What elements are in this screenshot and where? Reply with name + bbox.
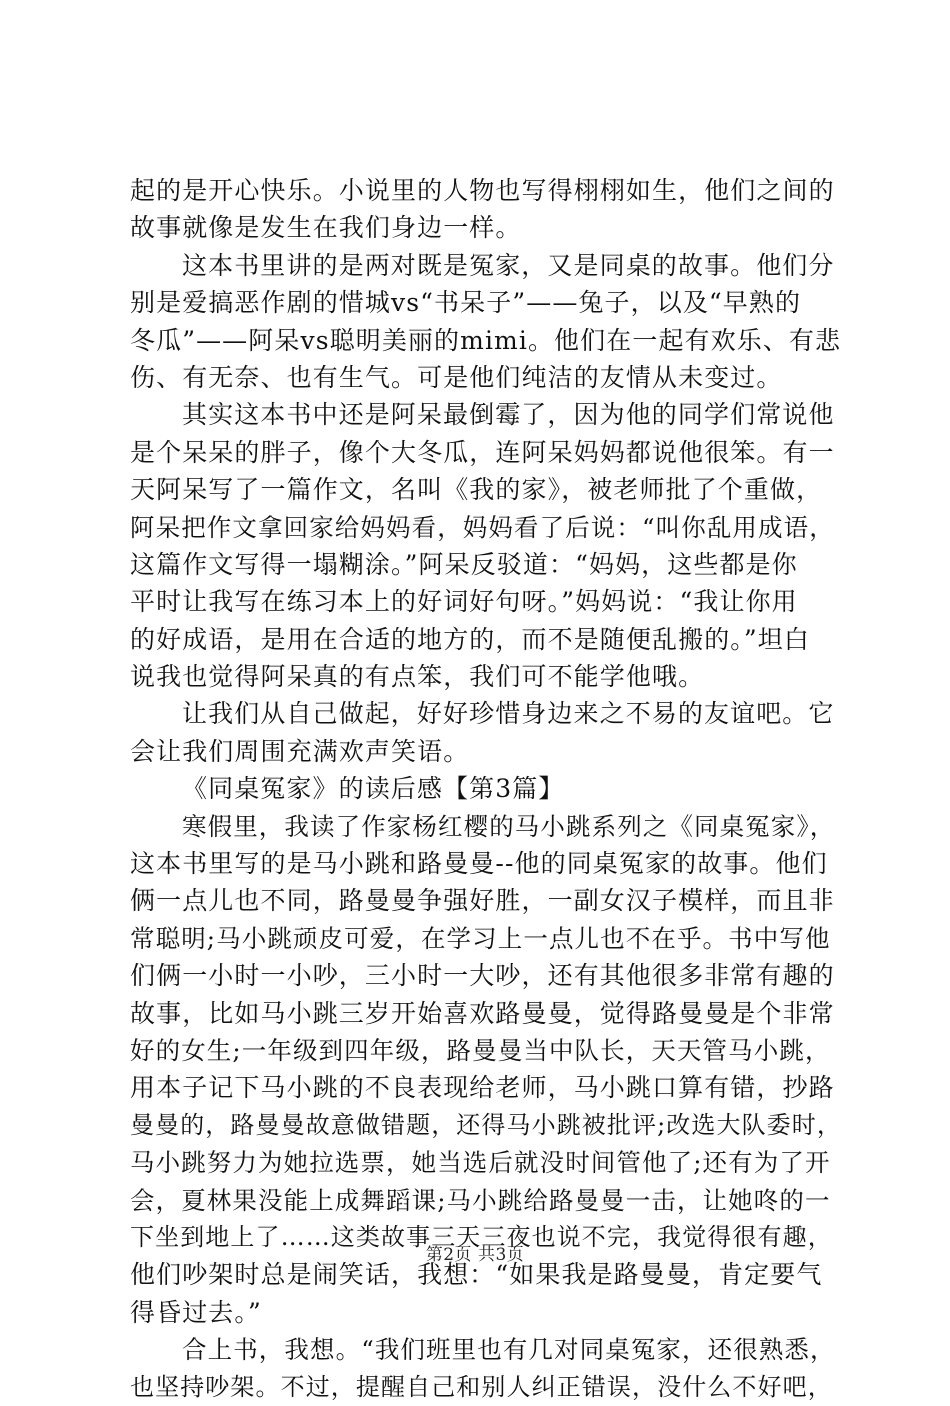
text-line: 故事，比如马小跳三岁开始喜欢路曼曼，觉得路曼曼是个非常 — [130, 998, 835, 1028]
text-line: 俩一点儿也不同，路曼曼争强好胜，一副女汉子模样，而且非 — [130, 886, 835, 916]
text-line: 伤、有无奈、也有生气。可是他们纯洁的友情从未变过。 — [130, 362, 783, 392]
text-line: 们俩一小时一小吵，三小时一大吵，还有其他很多非常有趣的 — [130, 961, 835, 991]
text-line: 好的女生;一年级到四年级，路曼曼当中队长，天天管马小跳， — [130, 1035, 831, 1065]
text-line: 说我也觉得阿呆真的有点笨，我们可不能学他哦。 — [130, 662, 705, 692]
text-line: 他们吵架时总是闹笑话，我想：“如果我是路曼曼，肯定要气 — [130, 1260, 823, 1290]
text-line: 合上书，我想。“我们班里也有几对同桌冤家，还很熟悉， — [182, 1335, 836, 1365]
text-line: 是个呆呆的胖子，像个大冬瓜，连阿呆妈妈都说他很笨。有一 — [130, 437, 835, 467]
text-line: 会让我们周围充满欢声笑语。 — [130, 736, 470, 766]
text-line: 的好成语，是用在合适的地方的，而不是随便乱搬的。”坦白 — [130, 624, 810, 654]
text-line: 阿呆把作文拿回家给妈妈看，妈妈看了后说：“叫你乱用成语， — [130, 512, 835, 542]
text-line: 这本书里写的是马小跳和路曼曼--他的同桌冤家的故事。他们 — [130, 849, 828, 879]
text-line: 别是爱搞恶作剧的惜城vs“书呆子”——兔子，以及“早熟的 — [130, 288, 802, 318]
text-line: 起的是开心快乐。小说里的人物也写得栩栩如生，他们之间的 — [130, 176, 835, 205]
text-line: 冬瓜”——阿呆vs聪明美丽的mimi。他们在一起有欢乐、有悲 — [130, 325, 842, 355]
text-line: 天阿呆写了一篇作文，名叫《我的家》，被老师批了个重做， — [130, 475, 823, 505]
body-text — [130, 172, 842, 1406]
text-line: 让我们从自己做起，好好珍惜身边来之不易的友谊吧。它 — [182, 699, 835, 729]
text-line: 会，夏林果没能上成舞蹈课;马小跳给路曼曼一击，让她咚的一 — [130, 1185, 831, 1215]
text-line: 曼曼的，路曼曼故意做错题，还得马小跳被批评;改选大队委时， — [130, 1110, 842, 1139]
text-line: 这本书里讲的是两对既是冤家，又是同桌的故事。他们分 — [182, 250, 835, 280]
text-line: 平时让我写在练习本上的好词好句呀。”妈妈说：“我让你用 — [130, 587, 798, 617]
text-line: 这篇作文写得一塌糊涂。”阿呆反驳道：“妈妈，这些都是你 — [130, 549, 798, 579]
text-line: 用本子记下马小跳的不良表现给老师，马小跳口算有错，抄路 — [130, 1073, 835, 1103]
text-line: 也坚持吵架。不过，提醒自己和别人纠正错误，没什么不好吧， — [130, 1372, 833, 1401]
text-line: 下坐到地上了……这类故事三天三夜也说不完，我觉得很有趣， — [130, 1222, 833, 1251]
text-line: 马小跳努力为她拉选票，她当选后就没时间管他了;还有为了开 — [130, 1148, 831, 1178]
text-line: 寒假里，我读了作家杨红樱的马小跳系列之《同桌冤家》， — [182, 811, 836, 841]
text-line: 其实这本书中还是阿呆最倒霉了，因为他的同学们常说他 — [182, 400, 835, 430]
page-number-footer: 第2页 共3页 — [425, 1245, 525, 1265]
text-line: 《同桌冤家》的读后感【第3篇】 — [182, 774, 565, 804]
text-line: 故事就像是发生在我们身边一样。 — [130, 213, 522, 243]
text-line: 得昏过去。” — [130, 1297, 262, 1327]
text-line: 常聪明;马小跳顽皮可爱，在学习上一点儿也不在乎。书中写他 — [130, 923, 831, 953]
